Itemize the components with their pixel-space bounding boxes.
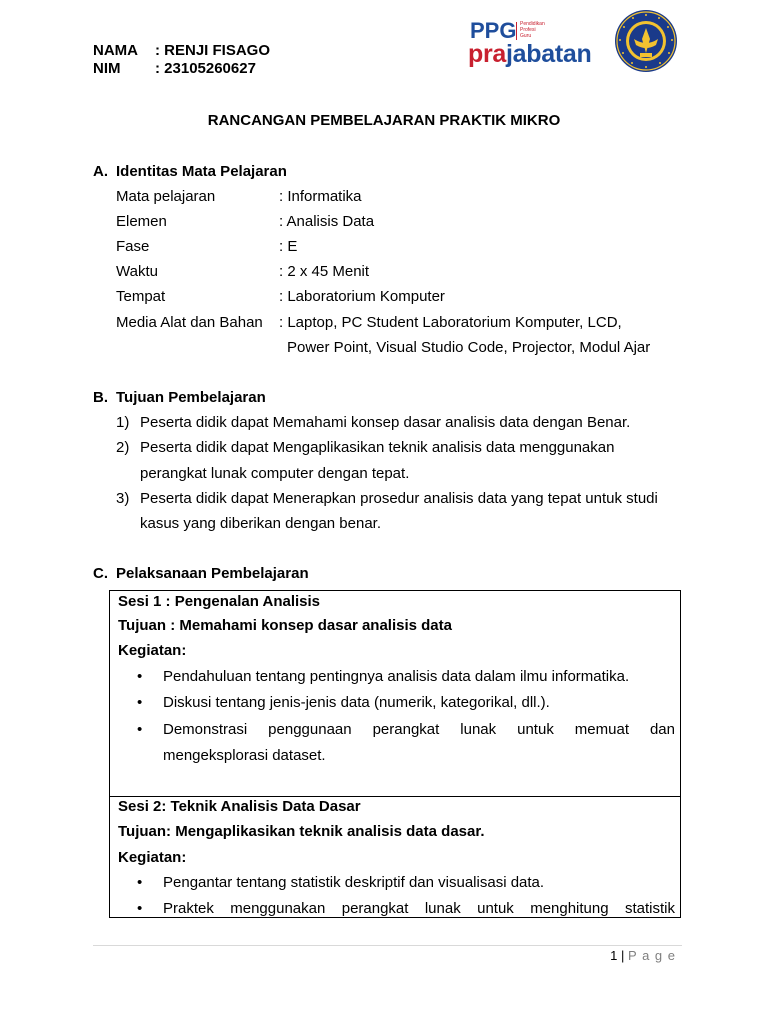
- nim-value: : 23105260627: [155, 60, 256, 77]
- activity-item: Diskusi tentang jenis-jenis data (numerik, kategorikal, dll.).: [163, 694, 550, 711]
- objective-text: Peserta didik dapat Mengaplikasikan teknik analisis data menggunakan: [140, 439, 615, 456]
- identity-value-continued: Power Point, Visual Studio Code, Projector, Modul Ajar: [287, 339, 651, 356]
- nim-label: NIM: [93, 60, 121, 77]
- logo-subtext: Pendidikan Profesi Guru: [520, 21, 545, 39]
- bullet-icon: •: [137, 721, 143, 738]
- identity-value: : Informatika: [279, 188, 362, 205]
- identity-value: : Laboratorium Komputer: [279, 288, 445, 305]
- session-title: Sesi 2: Teknik Analisis Data Dasar: [118, 798, 361, 815]
- section-c-heading: Pelaksanaan Pembelajaran: [116, 565, 309, 582]
- page-number: 1: [610, 948, 618, 963]
- identity-value: : Analisis Data: [279, 213, 375, 230]
- identity-label: Mata pelajaran: [116, 188, 216, 205]
- objective-number: 3): [116, 490, 130, 507]
- identity-value: : E: [279, 238, 298, 255]
- objective-text: Peserta didik dapat Memahami konsep dasar analisis data dengan Benar.: [140, 414, 631, 431]
- session-title: Sesi 1 : Pengenalan Analisis: [118, 593, 321, 610]
- page-separator: |: [621, 948, 625, 963]
- identity-label: Elemen: [116, 213, 167, 230]
- logo-divider: [516, 22, 517, 40]
- page-footer: [610, 947, 676, 965]
- activity-item-continued: mengeksplorasi dataset.: [163, 747, 326, 764]
- identity-label: Tempat: [116, 288, 166, 305]
- identity-label: Media Alat dan Bahan: [116, 314, 263, 331]
- bullet-icon: •: [137, 668, 143, 685]
- university-seal-icon: [614, 9, 678, 73]
- section-a-heading: Identitas Mata Pelajaran: [116, 163, 287, 180]
- logo-ppg-text: PPG: [470, 18, 517, 43]
- session-objective: Tujuan : Memahami konsep dasar analisis data: [118, 617, 452, 634]
- activity-item: Demonstrasi penggunaan perangkat lunak untuk memuat dan: [163, 721, 675, 738]
- objective-text-continued: kasus yang diberikan dengan benar.: [140, 515, 382, 532]
- identity-value: : Laptop, PC Student Laboratorium Komputer, LCD,: [279, 314, 622, 331]
- section-b-letter: B.: [93, 389, 108, 406]
- objective-number: 1): [116, 414, 130, 431]
- session-activities-label: Kegiatan:: [118, 642, 187, 659]
- section-b-heading: Tujuan Pembelajaran: [116, 389, 266, 406]
- document-title: RANCANGAN PEMBELAJARAN PRAKTIK MIKRO: [207, 112, 561, 129]
- footer-divider: [93, 945, 682, 946]
- section-c-letter: C.: [93, 565, 108, 582]
- bullet-icon: •: [137, 900, 143, 917]
- page-word: P a g e: [628, 948, 676, 963]
- activity-item: Pengantar tentang statistik deskriptif dan visualisasi data.: [163, 874, 545, 891]
- bullet-icon: •: [137, 694, 143, 711]
- section-a-letter: A.: [93, 163, 108, 180]
- objective-text: Peserta didik dapat Menerapkan prosedur analisis data yang tepat untuk studi: [140, 490, 658, 507]
- session-activities-label: Kegiatan:: [118, 849, 187, 866]
- nama-label: NAMA: [93, 42, 138, 59]
- activity-item: Pendahuluan tentang pentingnya analisis data dalam ilmu informatika.: [163, 668, 630, 685]
- ppg-prajabatan-logo: [468, 18, 600, 70]
- identity-value: : 2 x 45 Menit: [279, 263, 370, 280]
- identity-label: Waktu: [116, 263, 158, 280]
- logo-prajabatan-text: prajabatan: [468, 40, 592, 68]
- bullet-icon: •: [137, 874, 143, 891]
- objective-text-continued: perangkat lunak computer dengan tepat.: [140, 465, 410, 482]
- activity-item: Praktek menggunakan perangkat lunak untuk menghitung statistik: [163, 900, 675, 917]
- session-objective: Tujuan: Mengaplikasikan teknik analisis data dasar.: [118, 823, 485, 840]
- nama-value: : RENJI FISAGO: [155, 42, 271, 59]
- objective-number: 2): [116, 439, 130, 456]
- identity-label: Fase: [116, 238, 150, 255]
